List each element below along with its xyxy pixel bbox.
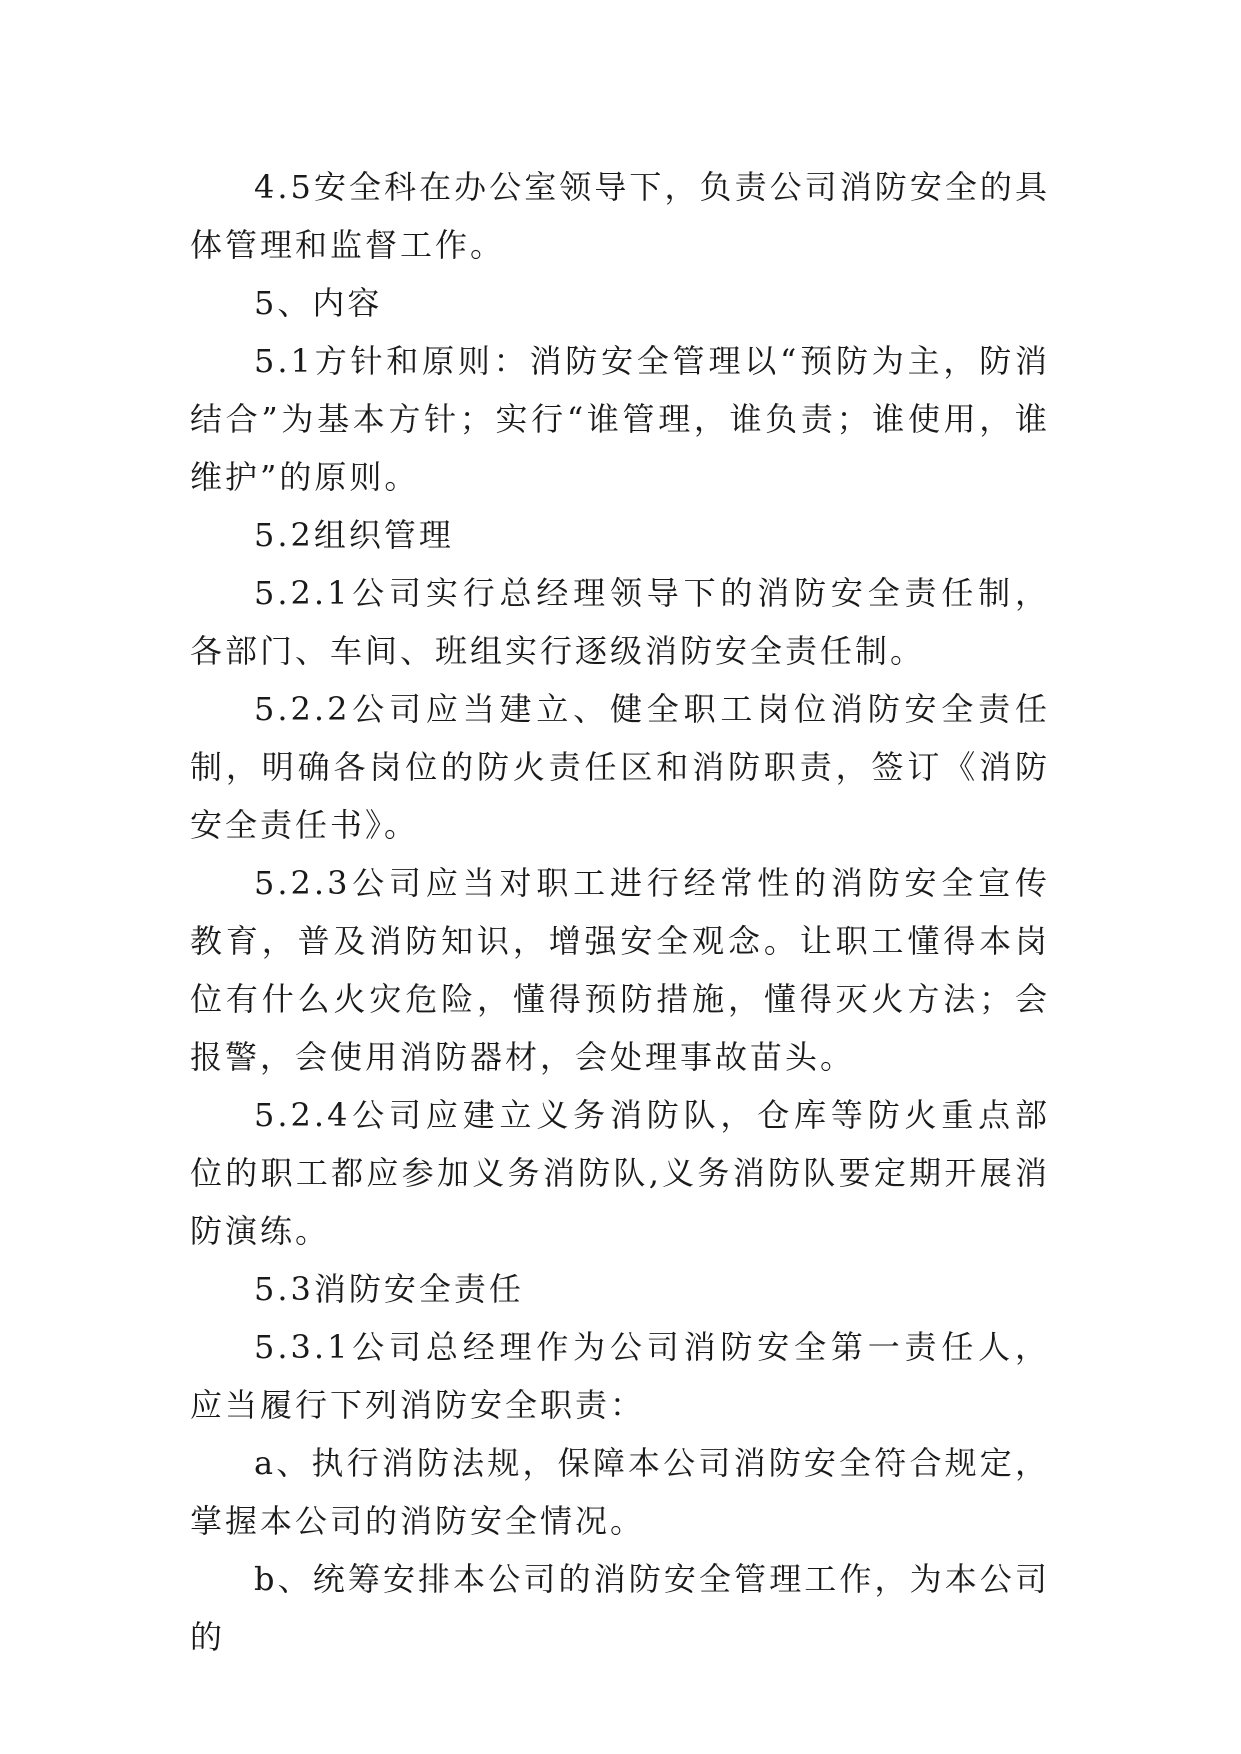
document-body — [190, 158, 1050, 1666]
paragraph-5-2-2: 5.2.2公司应当建立、健全职工岗位消防安全责任制，明确各岗位的防火责任区和消防职责，签订《消防安全责任书》。 — [190, 690, 1050, 844]
paragraph-item-a: a、执行消防法规，保障本公司消防安全符合规定，掌握本公司的消防安全情况。 — [190, 1444, 1050, 1540]
paragraph-4-5: 4.5安全科在办公室领导下，负责公司消防安全的具体管理和监督工作。 — [190, 168, 1050, 264]
paragraph-5-2-3: 5.2.3公司应当对职工进行经常性的消防安全宣传教育，普及消防知识，增强安全观念。让职工懂得本岗位有什么火灾危险，懂得预防措施，懂得灭火方法；会报警，会使用消防器材，会处理事故苗头。 — [190, 864, 1050, 1076]
paragraph-5-3-1: 5.3.1公司总经理作为公司消防安全第一责任人，应当履行下列消防安全职责： — [190, 1328, 1050, 1424]
paragraph-5-2-4: 5.2.4公司应建立义务消防队，仓库等防火重点部位的职工都应参加义务消防队,义务消防队要定期开展消防演练。 — [190, 1096, 1050, 1250]
paragraph-5-1: 5.1方针和原则：消防安全管理以“预防为主，防消结合”为基本方针；实行“谁管理，谁负责；谁使用，谁维护”的原则。 — [190, 342, 1050, 496]
paragraph-item-b: b、统筹安排本公司的消防安全管理工作，为本公司的 — [190, 1560, 1050, 1656]
heading-5-3: 5.3消防安全责任 — [254, 1270, 524, 1308]
heading-5-2: 5.2组织管理 — [254, 516, 454, 554]
paragraph-5-2-1: 5.2.1公司实行总经理领导下的消防安全责任制，各部门、车间、班组实行逐级消防安全责任制。 — [190, 574, 1050, 670]
heading-5-content: 5、内容 — [254, 284, 383, 322]
